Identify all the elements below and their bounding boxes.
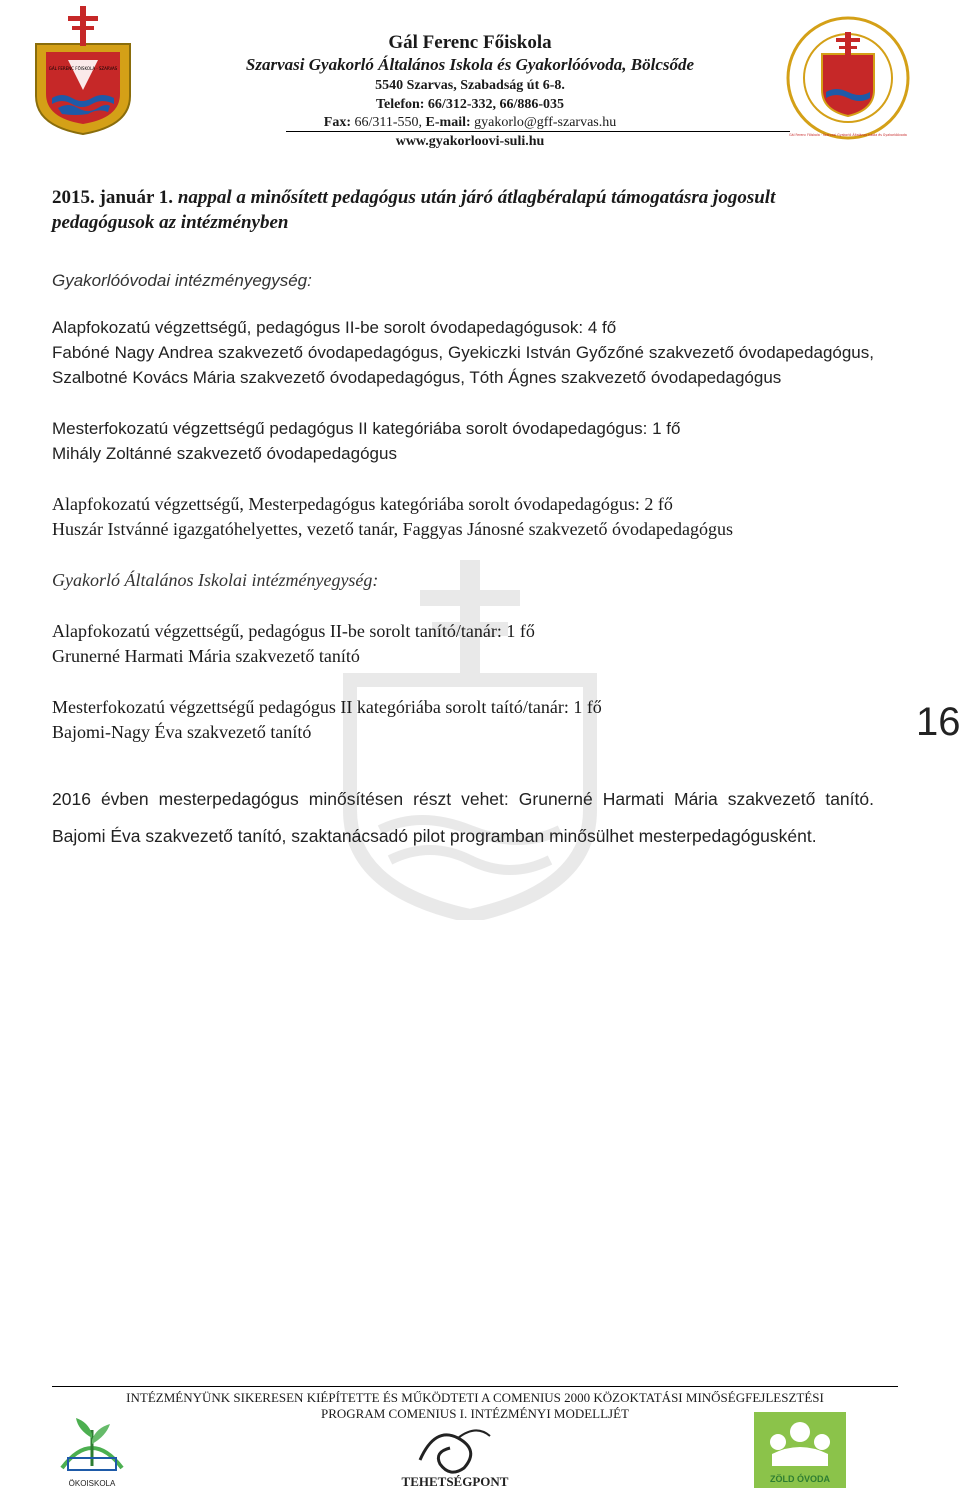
kindergarten-group-3-names: Huszár Istvánné igazgatóhelyettes, vezető tanár, Faggyas Jánosné szakvezető óvodapedagógus [52, 519, 734, 539]
kindergarten-group-3-heading: Alapfokozatú végzettségű, Mesterpedagógus kategóriába sorolt óvodapedagógus: 2 fő [52, 494, 673, 514]
fax-value: 66/311-550, [354, 115, 423, 130]
talent-point-logo [380, 1420, 530, 1492]
kindergarten-group-1-heading: Alapfokozatú végzettségű, pedagógus II-be sorolt óvodapedagógusok: 4 fő [52, 318, 617, 337]
kindergarten-group-2 [52, 416, 874, 466]
school-address: 5540 Szarvas, Szabadság út 6-8. [375, 78, 565, 93]
page-number: 16 [916, 700, 960, 744]
school-group-2-heading: Mesterfokozatú végzettségű pedagógus II kategóriába sorolt taító/tanár: 1 fő [52, 697, 602, 717]
school-group-1 [52, 619, 874, 669]
final-paragraph: 2016 évben mesterpedagógus minősítésen részt vehet: Grunerné Harmati Mária szakvezető tanító. Bajomi Éva szakvezető tanító, szaktanácsadó pilot programban minősülhet mesterpedagógusként. [52, 789, 874, 846]
kindergarten-group-1 [52, 315, 874, 390]
school-name: Szarvasi Gyakorló Általános Iskola és Gyakorlóóvoda, Bölcsőde [245, 55, 695, 74]
college-crest-logo-left [28, 4, 138, 136]
letterhead [150, 32, 790, 152]
green-kindergarten-logo-label: ZÖLD ÓVODA [770, 1474, 830, 1484]
kindergarten-group-2-names: Mihály Zoltánné szakvezető óvodapedagógus [52, 444, 397, 463]
talent-point-logo-label: TEHETSÉGPONT [401, 1474, 509, 1489]
title-date: 2015. január 1. [52, 187, 174, 208]
document-title [52, 185, 874, 235]
green-kindergarten-logo [752, 1410, 848, 1490]
ecoschool-logo [52, 1408, 132, 1490]
school-group-1-heading: Alapfokozatú végzettségű, pedagógus II-be sorolt tanító/tanár: 1 fő [52, 621, 535, 641]
footer-line-1: INTÉZMÉNYÜNK SIKERESEN KIÉPÍTETTE ÉS MŰKÖDTETI A COMENIUS 2000 KÖZOKTATÁSI MINŐSÉGFEJLESZTÉSI [126, 1390, 824, 1405]
section-heading-kindergarten: Gyakorlóóvodai intézményegység: [52, 271, 312, 290]
footer-divider [52, 1386, 898, 1387]
title-text: nappal a minősített pedagógus után járó átlagbéralapú támogatásra jogosult pedagógusok az intézményben [52, 187, 776, 233]
college-crest-logo-left-text: GÁL FERENC FŐISKOLA · SZARVAS [48, 66, 118, 71]
kindergarten-group-1-names: Fabóné Nagy Andrea szakvezető óvodapedagógus, Gyekiczki István Győzőné szakvezető óvodapedagógus, Szalbotné Kovács Mária szakvezető óvodapedagógus, Tóth Ágnes szakvezető óvodapedagógus [52, 343, 874, 387]
email-link[interactable]: gyakorlo@gff-szarvas.hu [474, 115, 617, 130]
school-group-2-names: Bajomi-Nagy Éva szakvezető tanító [52, 722, 312, 742]
school-fax-email [150, 114, 790, 132]
footer-line-2: PROGRAM COMENIUS I. INTÉZMÉNYI MODELLJÉT [320, 1406, 629, 1421]
header-divider [286, 131, 790, 132]
school-round-seal-text: Gál Ferenc Főiskola · Szarvasi Gyakorló Általános Iskola és Gyakorlóóvoda [789, 133, 907, 137]
school-round-seal-logo-right [784, 14, 912, 142]
school-phone: Telefon: 66/312-332, 66/886-035 [375, 97, 565, 112]
email-label: E-mail: [425, 115, 471, 130]
fax-label: Fax: [323, 115, 351, 130]
ecoschool-logo-label: ÖKOISKOLA [68, 1479, 116, 1488]
website-link[interactable]: www.gyakorloovi-suli.hu [395, 134, 545, 149]
institution-name: Gál Ferenc Főiskola [388, 32, 552, 53]
document-body [52, 185, 874, 873]
kindergarten-group-3 [52, 492, 874, 542]
school-group-2 [52, 695, 874, 745]
kindergarten-group-2-heading: Mesterfokozatú végzettségű pedagógus II kategóriába sorolt óvodapedagógus: 1 fő [52, 419, 681, 438]
school-group-1-names: Grunerné Harmati Mária szakvezető tanító [52, 646, 360, 666]
section-heading-school: Gyakorló Általános Iskolai intézményegység: [52, 570, 379, 590]
